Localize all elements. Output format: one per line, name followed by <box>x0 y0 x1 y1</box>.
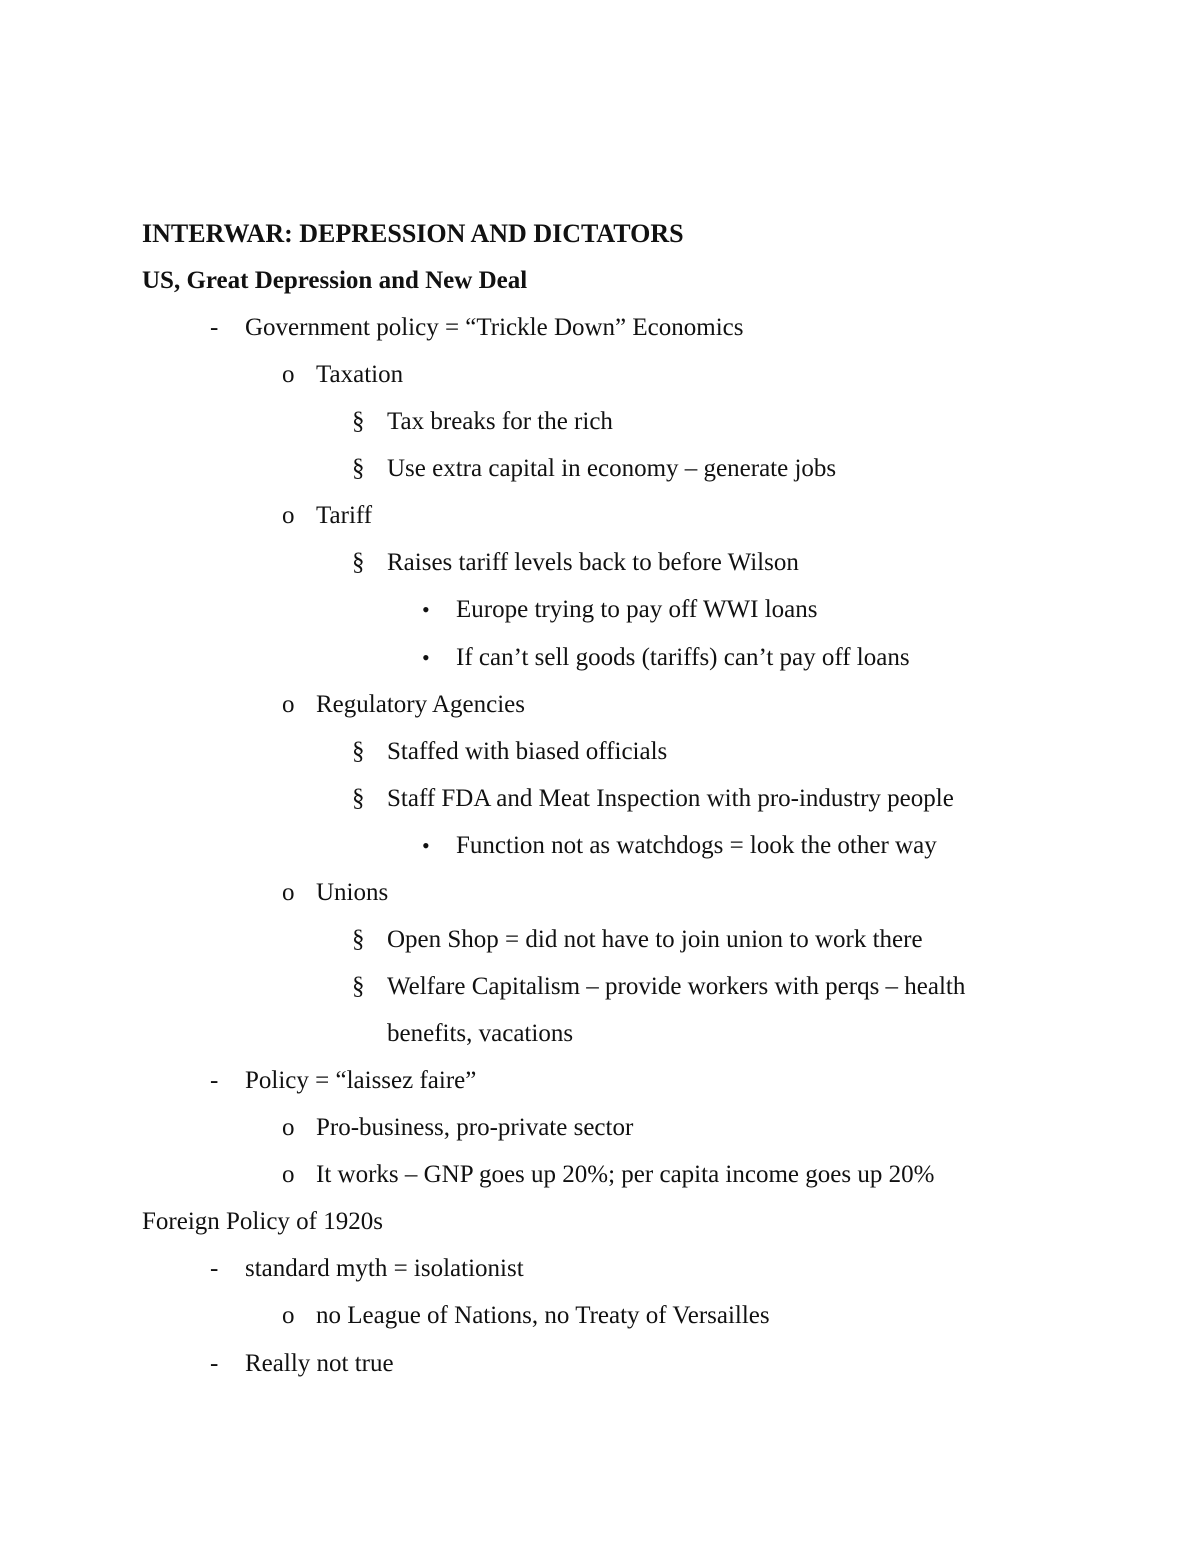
circle-bullet-icon: o <box>282 1114 295 1141</box>
list-item-text: no League of Nations, no Treaty of Versailles <box>316 1302 770 1329</box>
section-bullet-icon: § <box>352 408 365 435</box>
list-item-text: Use extra capital in economy – generate jobs <box>387 455 837 482</box>
dash-bullet-icon: - <box>210 314 219 341</box>
list-item-text: It works – GNP goes up 20%; per capita income goes up 20% <box>316 1161 935 1188</box>
list-item-text: Regulatory Agencies <box>316 691 525 718</box>
section-heading-us-depression: US, Great Depression and New Deal <box>142 267 528 294</box>
dot-bullet-icon: • <box>422 645 430 670</box>
list-item-text: Raises tariff levels back to before Wilson <box>387 549 799 576</box>
section-bullet-icon: § <box>352 549 365 576</box>
dash-bullet-icon: - <box>210 1255 219 1282</box>
section-bullet-icon: § <box>352 738 365 765</box>
dash-bullet-icon: - <box>210 1350 219 1377</box>
circle-bullet-icon: o <box>282 502 295 529</box>
section-bullet-icon: § <box>352 926 365 953</box>
list-item-text: Government policy = “Trickle Down” Economics <box>245 314 744 341</box>
circle-bullet-icon: o <box>282 361 295 388</box>
list-item-text: Open Shop = did not have to join union to work there <box>387 926 923 953</box>
dot-bullet-icon: • <box>422 597 430 622</box>
circle-bullet-icon: o <box>282 1302 295 1329</box>
list-item-text: Function not as watchdogs = look the other way <box>456 832 937 859</box>
section-bullet-icon: § <box>352 973 365 1000</box>
list-item-continuation: benefits, vacations <box>387 1020 574 1047</box>
list-item-text: Staffed with biased officials <box>387 738 668 765</box>
dash-bullet-icon: - <box>210 1067 219 1094</box>
circle-bullet-icon: o <box>282 691 295 718</box>
list-item-text: Really not true <box>245 1350 394 1377</box>
circle-bullet-icon: o <box>282 1161 295 1188</box>
list-item-text: If can’t sell goods (tariffs) can’t pay off loans <box>456 644 910 671</box>
circle-bullet-icon: o <box>282 879 295 906</box>
list-item-text: Tax breaks for the rich <box>387 408 613 435</box>
dot-bullet-icon: • <box>422 833 430 858</box>
section-bullet-icon: § <box>352 455 365 482</box>
section-heading-foreign-policy: Foreign Policy of 1920s <box>142 1208 383 1235</box>
list-item-text: Welfare Capitalism – provide workers with perqs – health <box>387 973 966 1000</box>
list-item-text: Europe trying to pay off WWI loans <box>456 596 818 623</box>
list-item-text: standard myth = isolationist <box>245 1255 524 1282</box>
list-item-text: Pro-business, pro-private sector <box>316 1114 634 1141</box>
list-item-text: Tariff <box>316 502 373 529</box>
list-item-text: Unions <box>316 879 389 906</box>
document-title: INTERWAR: DEPRESSION AND DICTATORS <box>142 219 684 248</box>
list-item-text: Staff FDA and Meat Inspection with pro-industry people <box>387 785 954 812</box>
list-item-text: Taxation <box>316 361 404 388</box>
section-bullet-icon: § <box>352 785 365 812</box>
list-item-text: Policy = “laissez faire” <box>245 1067 477 1094</box>
